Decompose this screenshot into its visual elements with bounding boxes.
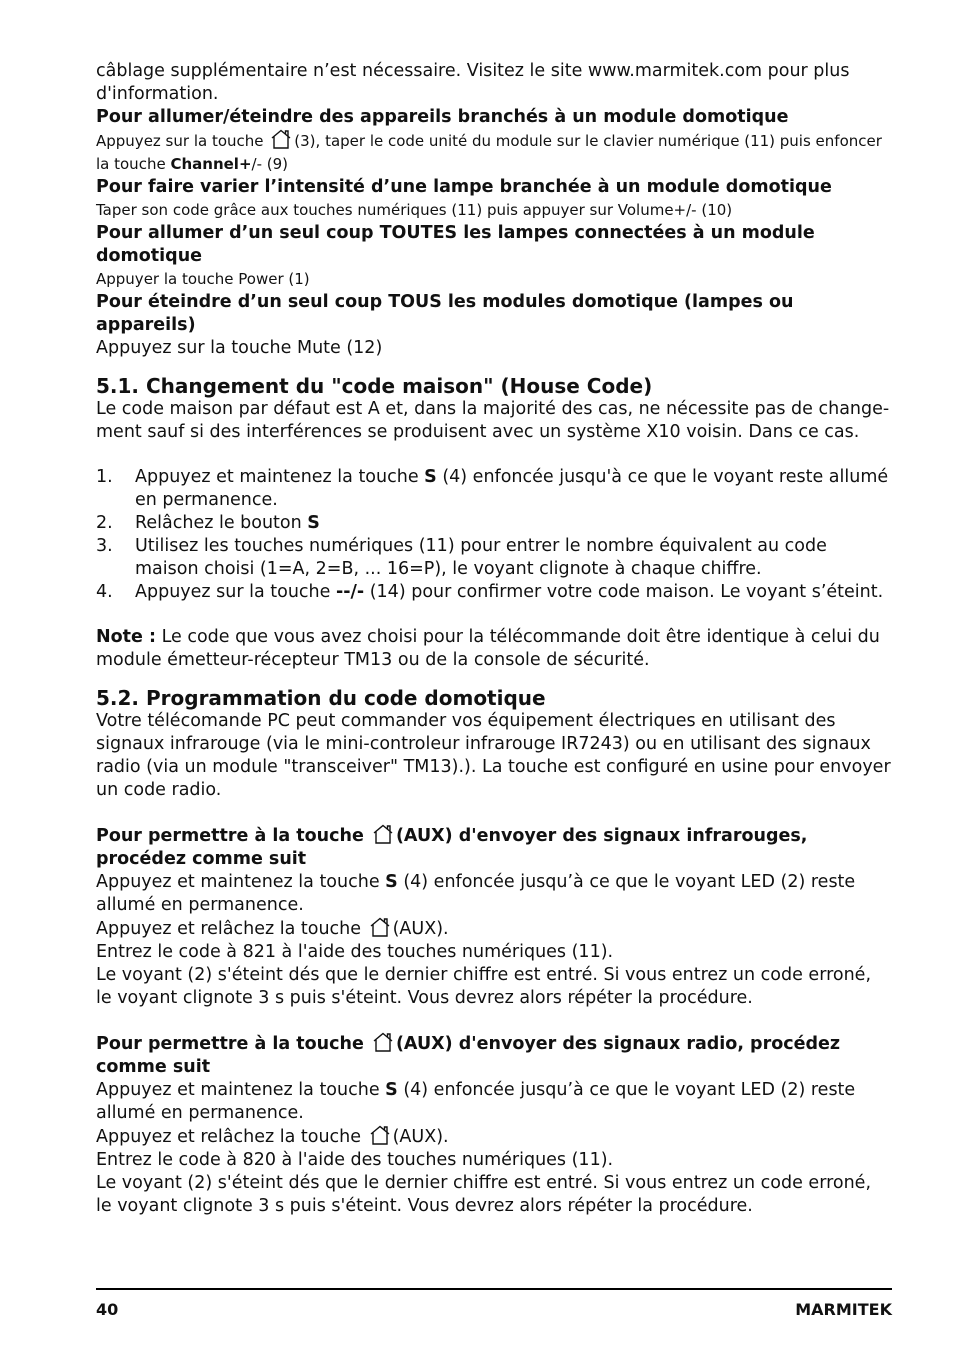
page-footer bbox=[96, 1288, 892, 1319]
heading-radio-signals: Pour permettre à la touche (AUX) d'envoyer des signaux radio, procédez comme suit bbox=[96, 1034, 841, 1077]
page-number: 40 bbox=[96, 1300, 119, 1319]
ir-step-4: Le voyant (2) s'éteint dés que le dernier chiffre est entré. Si vous entrez un code erroné, le voyant clignote 3 s puis s'éteint. Vous devrez alors répéter la procédure. bbox=[96, 965, 872, 1008]
list-item: 1. Appuyez et maintenez la touche S (4) enfoncée jusqu'à ce que le voyant reste allumé en permanence. bbox=[96, 467, 889, 510]
para-all-modules-off: Appuyez sur la touche Mute (12) bbox=[96, 338, 383, 358]
home-icon bbox=[369, 1125, 391, 1145]
list-item: 3. Utilisez les touches numériques (11) pour entrer le nombre équivalent au code maison choisi (1=A, 2=B, ... 16=P), le voyant clignote à chaque chiffre. bbox=[96, 536, 827, 579]
section-5-2-title: 5.2. Programmation du code domotique bbox=[96, 686, 546, 710]
document-page bbox=[96, 60, 892, 1218]
rf-step-2: Appuyez et relâchez la touche (AUX). bbox=[96, 1127, 449, 1147]
section-5-2-intro: Votre télécomande PC peut commander vos équipement électriques en utilisant des signaux infrarouge (via le mini-controleur infrarouge IR7243) ou en utilisant des signaux radio (via un module "transceiver" TM13).). La touche est configuré en usine pour envoyer un code radio. bbox=[96, 711, 891, 800]
ir-step-1: Appuyez et maintenez la touche S (4) enfoncée jusqu’à ce que le voyant LED (2) reste allumé en permanence. bbox=[96, 872, 856, 915]
section-5-1-title: 5.1. Changement du "code maison" (House Code) bbox=[96, 374, 653, 398]
home-icon bbox=[270, 129, 292, 149]
brand-name: MARMITEK bbox=[795, 1300, 892, 1319]
section-5-1-intro: Le code maison par défaut est A et, dans la majorité des cas, ne nécessite pas de change-ment sauf si des interférences se produisent avec un système X10 voisin. Dans ce cas. bbox=[96, 399, 890, 442]
heading-all-lamps-on: Pour allumer d’un seul coup TOUTES les lampes connectées à un module domotique bbox=[96, 223, 815, 266]
ir-step-3: Entrez le code à 821 à l'aide des touches numériques (11). bbox=[96, 942, 614, 962]
para-on-off-modules: Appuyez sur la touche (3), taper le code unité du module sur le clavier numérique (11) puis enfoncer la touche Channel+/- (9) bbox=[96, 129, 892, 176]
house-code-steps bbox=[96, 466, 892, 604]
heading-ir-signals: Pour permettre à la touche (AUX) d'envoyer des signaux infrarouges, procédez comme suit bbox=[96, 826, 808, 869]
rf-step-4: Le voyant (2) s'éteint dés que le dernier chiffre est entré. Si vous entrez un code erroné, le voyant clignote 3 s puis s'éteint. Vous devrez alors répéter la procédure. bbox=[96, 1173, 872, 1216]
intro-text: câblage supplémentaire n’est nécessaire. Visitez le site www.marmitek.com pour plus d'information. bbox=[96, 61, 850, 104]
rf-step-1: Appuyez et maintenez la touche S (4) enfoncée jusqu’à ce que le voyant LED (2) reste allumé en permanence. bbox=[96, 1080, 856, 1123]
para-dim-lamp: Taper son code grâce aux touches numériques (11) puis appuyer sur Volume+/- (10) bbox=[96, 201, 733, 219]
note: Note : Le code que vous avez choisi pour la télécommande doit être identique à celui du module émetteur-récepteur TM13 ou de la console de sécurité. bbox=[96, 627, 880, 670]
home-icon bbox=[369, 917, 391, 937]
home-icon bbox=[372, 824, 394, 844]
list-item: 2. Relâchez le bouton S bbox=[96, 513, 320, 533]
para-all-lamps-on: Appuyer la touche Power (1) bbox=[96, 270, 310, 288]
heading-on-off-modules: Pour allumer/éteindre des appareils branchés à un module domotique bbox=[96, 107, 789, 127]
ir-step-2: Appuyez et relâchez la touche (AUX). bbox=[96, 919, 449, 939]
heading-dim-lamp: Pour faire varier l’intensité d’une lampe branchée à un module domotique bbox=[96, 177, 832, 197]
home-icon bbox=[372, 1032, 394, 1052]
rf-step-3: Entrez le code à 820 à l'aide des touches numériques (11). bbox=[96, 1150, 614, 1170]
heading-all-modules-off: Pour éteindre d’un seul coup TOUS les modules domotique (lampes ou appareils) bbox=[96, 292, 794, 335]
list-item: 4. Appuyez sur la touche --/- (14) pour confirmer votre code maison. Le voyant s’éteint. bbox=[96, 582, 884, 602]
